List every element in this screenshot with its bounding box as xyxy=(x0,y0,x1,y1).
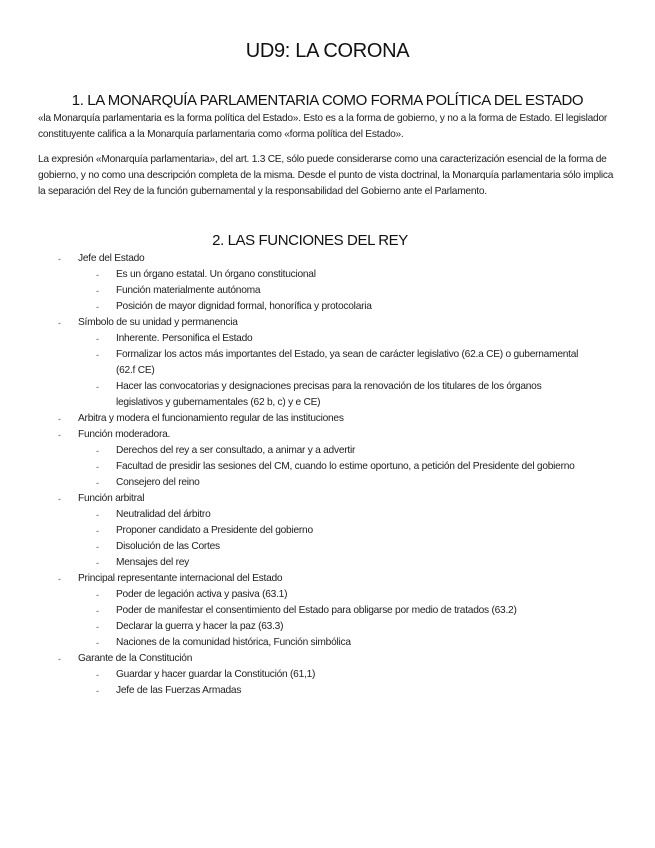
bullet-marker: - xyxy=(96,302,99,312)
bullet-marker: - xyxy=(58,254,61,264)
bullet-marker: - xyxy=(96,478,99,488)
function-item-label: Jefe del Estado xyxy=(78,253,145,264)
bullet-marker: - xyxy=(96,510,99,520)
function-subitem xyxy=(0,283,586,299)
bullet-marker: - xyxy=(96,622,99,632)
section-1-paragraph-1: «la Monarquía parlamentaria es la forma política del Estado». Esto es a la forma de gobierno, y no a la forma de Estado. El legislador constituyente califica a la Monarquía parlamentaria como «forma política del Estado». xyxy=(38,113,608,140)
function-subitem xyxy=(0,539,586,555)
function-subitem-text: Naciones de la comunidad histórica, Función simbólica xyxy=(116,637,351,648)
bullet-marker: - xyxy=(96,334,99,344)
bullet-marker: - xyxy=(58,430,61,440)
function-subitem xyxy=(0,587,586,603)
function-sublist xyxy=(78,331,598,411)
function-item xyxy=(0,491,598,571)
function-sublist xyxy=(78,443,598,491)
bullet-marker: - xyxy=(96,638,99,648)
bullet-marker: - xyxy=(96,542,99,552)
function-subitem-text: Es un órgano estatal. Un órgano constitucional xyxy=(116,269,316,280)
section-1-paragraph-2: La expresión «Monarquía parlamentaria», del art. 1.3 CE, sólo puede considerarse como una caracterización esencial de la forma de gobierno, y no como una descripción completa de la misma. Desde el punto de vista doctrinal, la Monarquía parlamentaria sólo implica la separación del Rey de la función gubernamental y la responsabilidad del Gobierno ante el Parlamento. xyxy=(38,154,614,197)
function-sublist xyxy=(78,267,598,315)
bullet-marker: - xyxy=(58,318,61,328)
function-subitem-text: Posición de mayor dignidad formal, honorífica y protocolaria xyxy=(116,301,372,312)
function-subitem-text: Inherente. Personifica el Estado xyxy=(116,333,253,344)
document-title: UD9: LA CORONA xyxy=(245,40,410,62)
function-subitem xyxy=(0,603,586,619)
function-subitem xyxy=(0,507,586,523)
bullet-marker: - xyxy=(96,670,99,680)
function-subitem xyxy=(0,331,586,347)
function-item-label: Garante de la Constitución xyxy=(78,653,193,664)
function-subitem xyxy=(0,683,586,699)
function-subitem xyxy=(0,347,586,379)
function-item-label: Símbolo de su unidad y permanencia xyxy=(78,317,238,328)
function-subitem xyxy=(0,379,586,411)
function-subitem xyxy=(0,459,586,475)
function-item xyxy=(0,651,598,699)
bullet-marker: - xyxy=(96,558,99,568)
section-2-heading: 2. LAS FUNCIONES DEL REY xyxy=(212,232,408,249)
function-item xyxy=(0,315,598,411)
function-subitem-text: Guardar y hacer guardar la Constitución (61,1) xyxy=(116,669,316,680)
function-item-label: Arbitra y modera el funcionamiento regular de las instituciones xyxy=(78,413,344,424)
function-item-label: Principal representante internacional del Estado xyxy=(78,573,283,584)
bullet-marker: - xyxy=(96,462,99,472)
function-subitem-text: Derechos del rey a ser consultado, a animar y a advertir xyxy=(116,445,356,456)
function-sublist xyxy=(78,507,598,571)
function-item xyxy=(0,411,598,427)
bullet-marker: - xyxy=(96,590,99,600)
bullet-marker: - xyxy=(58,574,61,584)
function-item-label: Función arbitral xyxy=(78,493,145,504)
function-subitem xyxy=(0,635,586,651)
function-subitem xyxy=(0,267,586,283)
bullet-marker: - xyxy=(96,286,99,296)
function-subitem-text: Declarar la guerra y hacer la paz (63.3) xyxy=(116,621,284,632)
function-subitem-text: Jefe de las Fuerzas Armadas xyxy=(116,685,242,696)
function-sublist xyxy=(78,667,598,699)
function-item xyxy=(0,251,598,315)
function-subitem-text: Mensajes del rey xyxy=(116,557,190,568)
function-subitem xyxy=(0,523,586,539)
bullet-marker: - xyxy=(96,270,99,280)
bullet-marker: - xyxy=(96,446,99,456)
function-item xyxy=(0,571,598,651)
function-subitem-text: Formalizar los actos más importantes del Estado, ya sean de carácter legislativo (62.a CE) o gubernamental (62.f CE) xyxy=(116,349,579,376)
bullet-marker: - xyxy=(58,654,61,664)
function-item xyxy=(0,427,598,491)
function-subitem-text: Proponer candidato a Presidente del gobierno xyxy=(116,525,313,536)
function-subitem xyxy=(0,555,586,571)
function-subitem-text: Disolución de las Cortes xyxy=(116,541,220,552)
function-subitem-text: Hacer las convocatorias y designaciones precisas para la renovación de los titulares de los órganos legislativos y gubernamentales (62 b, c) y e CE) xyxy=(116,381,542,408)
function-subitem-text: Poder de manifestar el consentimiento del Estado para obligarse por medio de tratados (63.2) xyxy=(116,605,517,616)
function-item-label: Función moderadora. xyxy=(78,429,171,440)
function-subitem xyxy=(0,475,586,491)
bullet-marker: - xyxy=(96,606,99,616)
function-subitem-text: Facultad de presidir las sesiones del CM, cuando lo estime oportuno, a petición del Presidente del gobierno xyxy=(116,461,575,472)
bullet-marker: - xyxy=(96,686,99,696)
bullet-marker: - xyxy=(58,414,61,424)
functions-list xyxy=(0,251,655,699)
bullet-marker: - xyxy=(96,350,99,360)
bullet-marker: - xyxy=(96,382,99,392)
function-subitem xyxy=(0,619,586,635)
bullet-marker: - xyxy=(58,494,61,504)
function-subitem-text: Consejero del reino xyxy=(116,477,200,488)
function-subitem xyxy=(0,667,586,683)
function-subitem-text: Neutralidad del árbitro xyxy=(116,509,211,520)
function-sublist xyxy=(78,587,598,651)
function-subitem xyxy=(0,299,586,315)
function-subitem-text: Función materialmente autónoma xyxy=(116,285,261,296)
function-subitem-text: Poder de legación activa y pasiva (63.1) xyxy=(116,589,288,600)
section-1-heading: 1. LA MONARQUÍA PARLAMENTARIA COMO FORMA POLÍTICA DEL ESTADO xyxy=(71,92,584,109)
function-subitem xyxy=(0,443,586,459)
bullet-marker: - xyxy=(96,526,99,536)
